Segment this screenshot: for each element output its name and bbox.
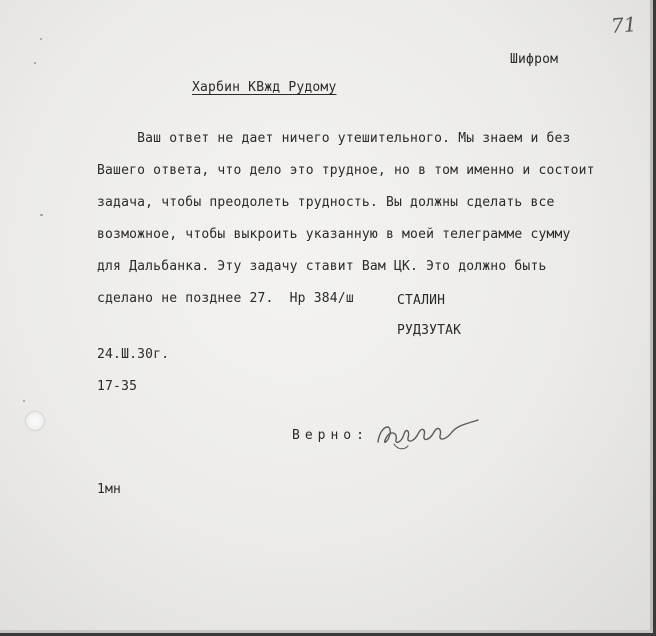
document-date: 24.Ш.30г. xyxy=(97,347,170,362)
classification-label: Шифром xyxy=(510,52,559,67)
addressee-line: Харбин КВжд Рудому xyxy=(192,80,337,95)
paper-speck xyxy=(40,38,42,40)
paper-speck xyxy=(40,214,43,216)
document-time: 17-35 xyxy=(97,379,138,394)
handwritten-signature-icon xyxy=(374,412,484,452)
body-line: сделано не позднее 27. Нр 384/ш xyxy=(97,291,354,306)
paper-speck xyxy=(23,400,25,402)
body-line: Ваш ответ не дает ничего утешительного. Мы знаем и без xyxy=(97,131,571,146)
body-line: задача, чтобы преодолеть трудность. Вы должны сделать все xyxy=(97,195,555,210)
signatory-stalin: СТАЛИН xyxy=(397,293,446,308)
body-line: Вашего ответа, что дело это трудное, но в том именно и состоит xyxy=(97,163,595,178)
body-line: возможное, чтобы выкроить указанную в моей телеграмме сумму xyxy=(97,227,571,242)
verified-label: Верно: xyxy=(292,428,369,443)
punch-hole xyxy=(26,412,44,430)
copies-note: 1мн xyxy=(97,482,122,497)
paper-speck xyxy=(34,62,36,64)
archive-page-number: 71 xyxy=(610,12,638,38)
signatory-rudzutak: РУДЗУТАК xyxy=(397,323,462,338)
body-line: для Дальбанка. Эту задачу ставит Вам ЦК. Это должно быть xyxy=(97,259,547,274)
